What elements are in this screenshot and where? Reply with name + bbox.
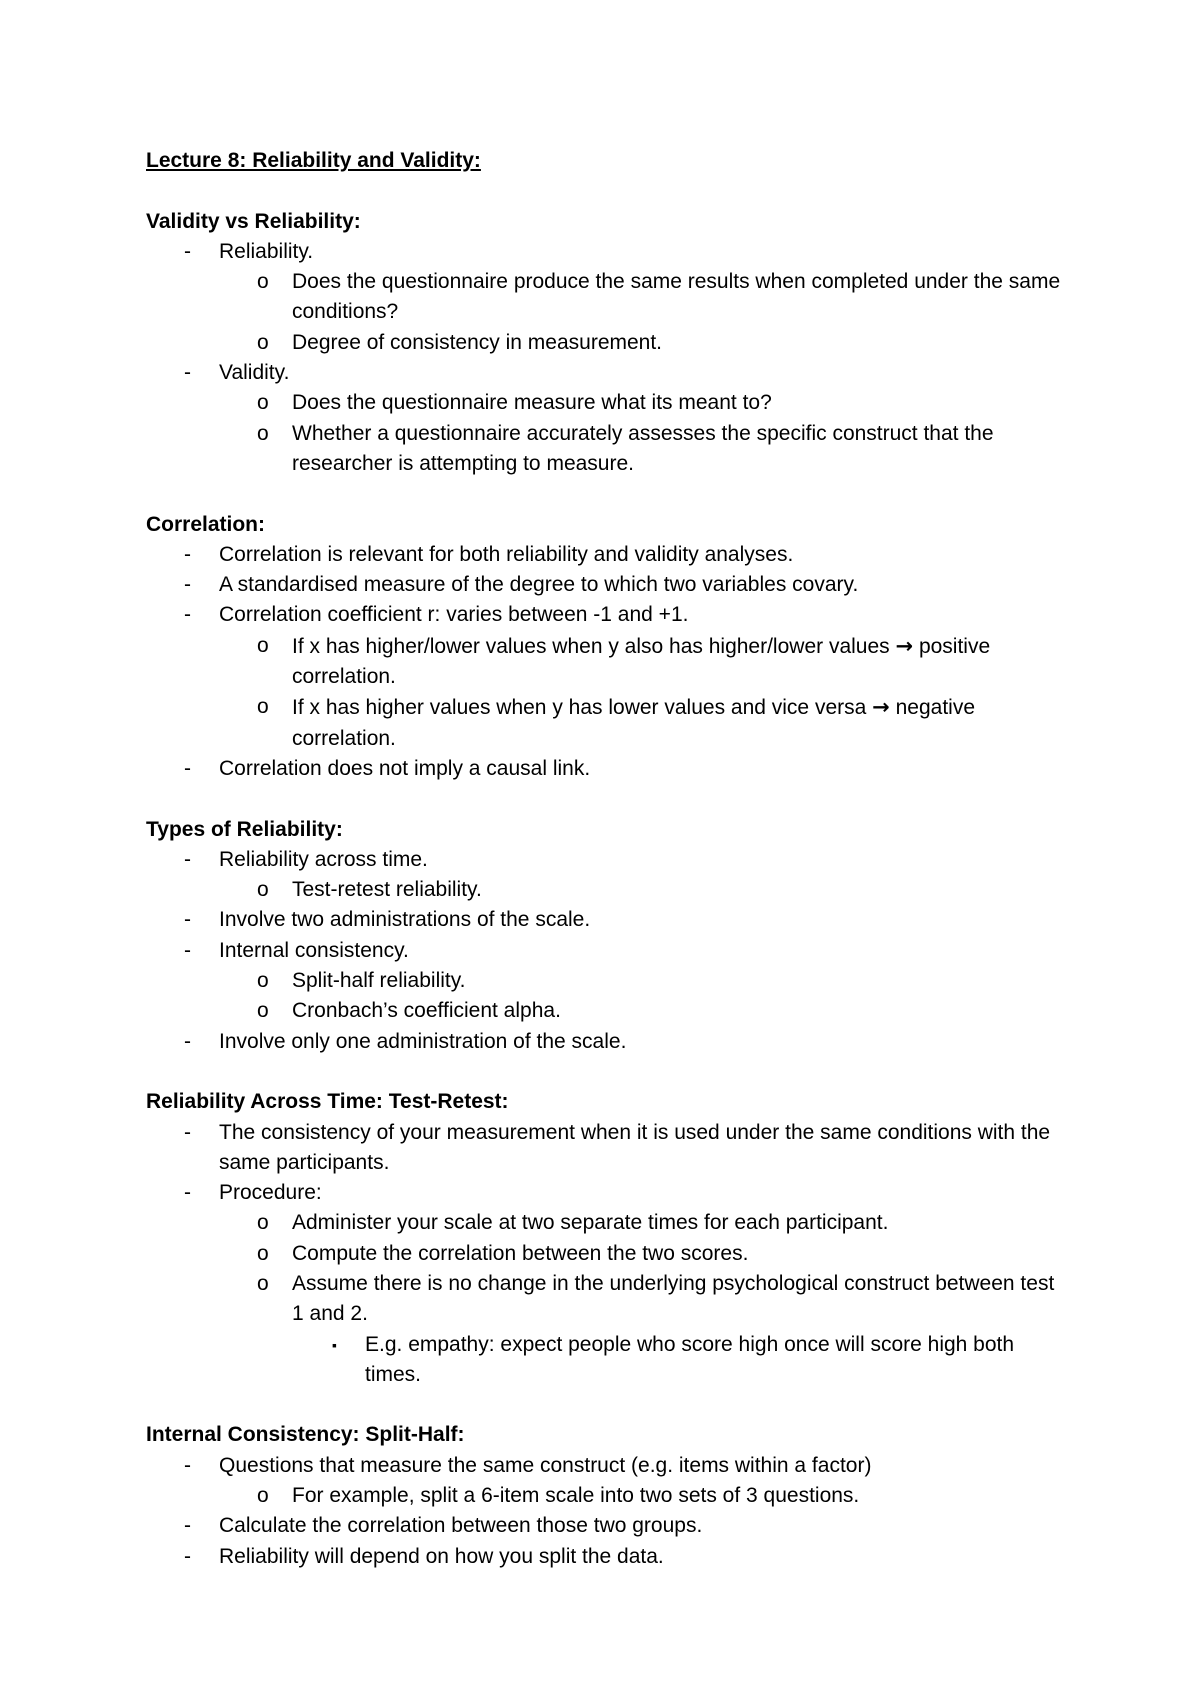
list-item (146, 600, 1066, 753)
list-item-text: Reliability will depend on how you split the data. (219, 1544, 664, 1568)
section-heading: Validity vs Reliability: (146, 209, 361, 233)
sub-list-item (219, 996, 1066, 1026)
list-item-text: Calculate the correlation between those two groups. (219, 1514, 703, 1538)
section-test-retest (146, 1087, 1066, 1390)
list-item-text: Administer your scale at two separate times for each participant. (292, 1211, 889, 1235)
list-item (146, 905, 1066, 935)
section-heading: Correlation: (146, 512, 266, 536)
list-item-text: Correlation is relevant for both reliability and validity analyses. (219, 542, 794, 566)
circle-marker: o (257, 695, 269, 719)
section-heading: Reliability Across Time: Test-Retest: (146, 1090, 509, 1114)
dash-marker: - (184, 1029, 191, 1053)
dash-marker: - (184, 756, 191, 780)
dash-marker: - (184, 1453, 191, 1477)
list-item-text: Whether a questionnaire accurately assesses the specific construct that the researcher is attempting to measure. (292, 421, 994, 475)
section-types-of-reliability (146, 815, 1066, 1057)
list-item-text: Reliability. (219, 239, 314, 263)
dash-marker: - (184, 542, 191, 566)
sub-list-item (219, 328, 1066, 358)
sub-list-item (219, 1239, 1066, 1269)
list-item-text: Involve two administrations of the scale. (219, 908, 591, 932)
list-item-text: Compute the correlation between the two scores. (292, 1241, 749, 1265)
bullet-list (146, 1118, 1066, 1391)
list-item-text: Internal consistency. (219, 938, 409, 962)
sub-list-item (219, 1208, 1066, 1238)
sub-list-item (219, 1481, 1066, 1511)
list-item (146, 1178, 1066, 1390)
list-item-text: Questions that measure the same construct (e.g. items within a factor) (219, 1453, 872, 1477)
sub-list (219, 875, 1066, 905)
bullet-list (146, 1451, 1066, 1572)
circle-marker: o (257, 1241, 269, 1265)
list-item (146, 540, 1066, 570)
sub-list (219, 966, 1066, 1027)
list-item-text: Validity. (219, 361, 290, 385)
list-item-text: negative correlation. (292, 696, 976, 750)
dash-marker: - (184, 239, 191, 263)
page-title: Lecture 8: Reliability and Validity: (146, 149, 481, 172)
arrow-right-icon: → (895, 633, 914, 658)
list-item-text: Assume there is no change in the underlying psychological construct between test 1 and 2. (292, 1271, 1055, 1326)
list-item-text: A standardised measure of the degree to which two variables covary. (219, 573, 859, 597)
dash-marker: - (184, 1544, 191, 1568)
section-validity-vs-reliability (146, 207, 1066, 480)
sub-list (219, 267, 1066, 358)
list-item (146, 570, 1066, 600)
list-item-text: Split-half reliability. (292, 969, 466, 993)
dash-marker: - (184, 847, 191, 871)
list-item-text: Does the questionnaire produce the same results when completed under the same conditions? (292, 270, 1061, 324)
list-item-text: For example, split a 6-item scale into two sets of 3 questions. (292, 1484, 860, 1508)
dash-marker: - (184, 1120, 191, 1144)
circle-marker: o (257, 1211, 269, 1235)
arrow-right-icon: → (872, 695, 890, 720)
dash-marker: - (184, 603, 191, 627)
sub-list-item (219, 875, 1066, 905)
sub-list-item (219, 267, 1066, 328)
list-item (146, 1118, 1066, 1179)
section-heading: Types of Reliability: (146, 817, 343, 841)
list-item-text: Test-retest reliability. (292, 878, 482, 902)
sub-list (219, 1481, 1066, 1511)
circle-marker: o (257, 330, 269, 354)
document-body (146, 146, 1066, 1572)
section-split-half (146, 1420, 1066, 1571)
dash-marker: - (184, 938, 191, 962)
list-item-text: Reliability across time. (219, 847, 428, 871)
list-item-text: E.g. empathy: expect people who score high once will score high both times. (365, 1332, 1015, 1386)
bullet-list (146, 540, 1066, 784)
dash-marker: - (184, 573, 191, 597)
circle-marker: o (257, 1484, 269, 1508)
list-item (146, 754, 1066, 784)
dash-marker: - (184, 1181, 191, 1205)
list-item (146, 1027, 1066, 1057)
list-item (146, 237, 1066, 358)
sub-list-item (219, 692, 1066, 754)
dash-marker: - (184, 361, 191, 385)
list-item (146, 1451, 1066, 1512)
circle-marker: o (257, 999, 269, 1023)
list-item (146, 936, 1066, 1027)
sub-sub-list-item (292, 1330, 1066, 1391)
list-item-text: Correlation does not imply a causal link. (219, 756, 591, 780)
sub-list-item (219, 966, 1066, 996)
circle-marker: o (257, 270, 269, 294)
list-item-text: If x has higher/lower values when y also has higher/lower values (292, 634, 890, 658)
list-item (146, 1542, 1066, 1572)
list-item (146, 845, 1066, 906)
sub-list (219, 631, 1066, 754)
circle-marker: o (257, 391, 269, 415)
dash-marker: - (184, 1514, 191, 1538)
list-item-text: If x has higher values when y has lower values and vice versa (292, 696, 867, 720)
list-item-text: Procedure: (219, 1181, 322, 1205)
circle-marker: o (257, 969, 269, 993)
sub-list (219, 388, 1066, 479)
bullet-list (146, 237, 1066, 479)
list-item-text: Involve only one administration of the scale. (219, 1029, 627, 1053)
list-item-text: Does the questionnaire measure what its meant to? (292, 391, 772, 415)
list-item-text: Cronbach’s coefficient alpha. (292, 999, 561, 1023)
section-correlation (146, 510, 1066, 785)
list-item-text: positive correlation. (292, 634, 991, 689)
dash-marker: - (184, 908, 191, 932)
circle-marker: o (257, 878, 269, 902)
circle-marker: o (257, 421, 269, 445)
sub-list (219, 1208, 1066, 1390)
square-marker: ▪ (332, 1336, 337, 1353)
list-item-text: Degree of consistency in measurement. (292, 330, 663, 354)
sub-list-item (219, 1269, 1066, 1390)
sub-list-item (219, 388, 1066, 418)
circle-marker: o (257, 1271, 269, 1295)
sub-list-item (219, 419, 1066, 480)
list-item (146, 1511, 1066, 1541)
list-item-text: Correlation coefficient r: varies between -1 and +1. (219, 603, 689, 627)
list-item (146, 358, 1066, 479)
sub-sub-list (292, 1330, 1066, 1391)
section-heading: Internal Consistency: Split-Half: (146, 1423, 465, 1447)
list-item-text: The consistency of your measurement when it is used under the same conditions with the same participants. (219, 1120, 1051, 1174)
sub-list-item (219, 631, 1066, 693)
bullet-list (146, 845, 1066, 1057)
circle-marker: o (257, 633, 269, 657)
